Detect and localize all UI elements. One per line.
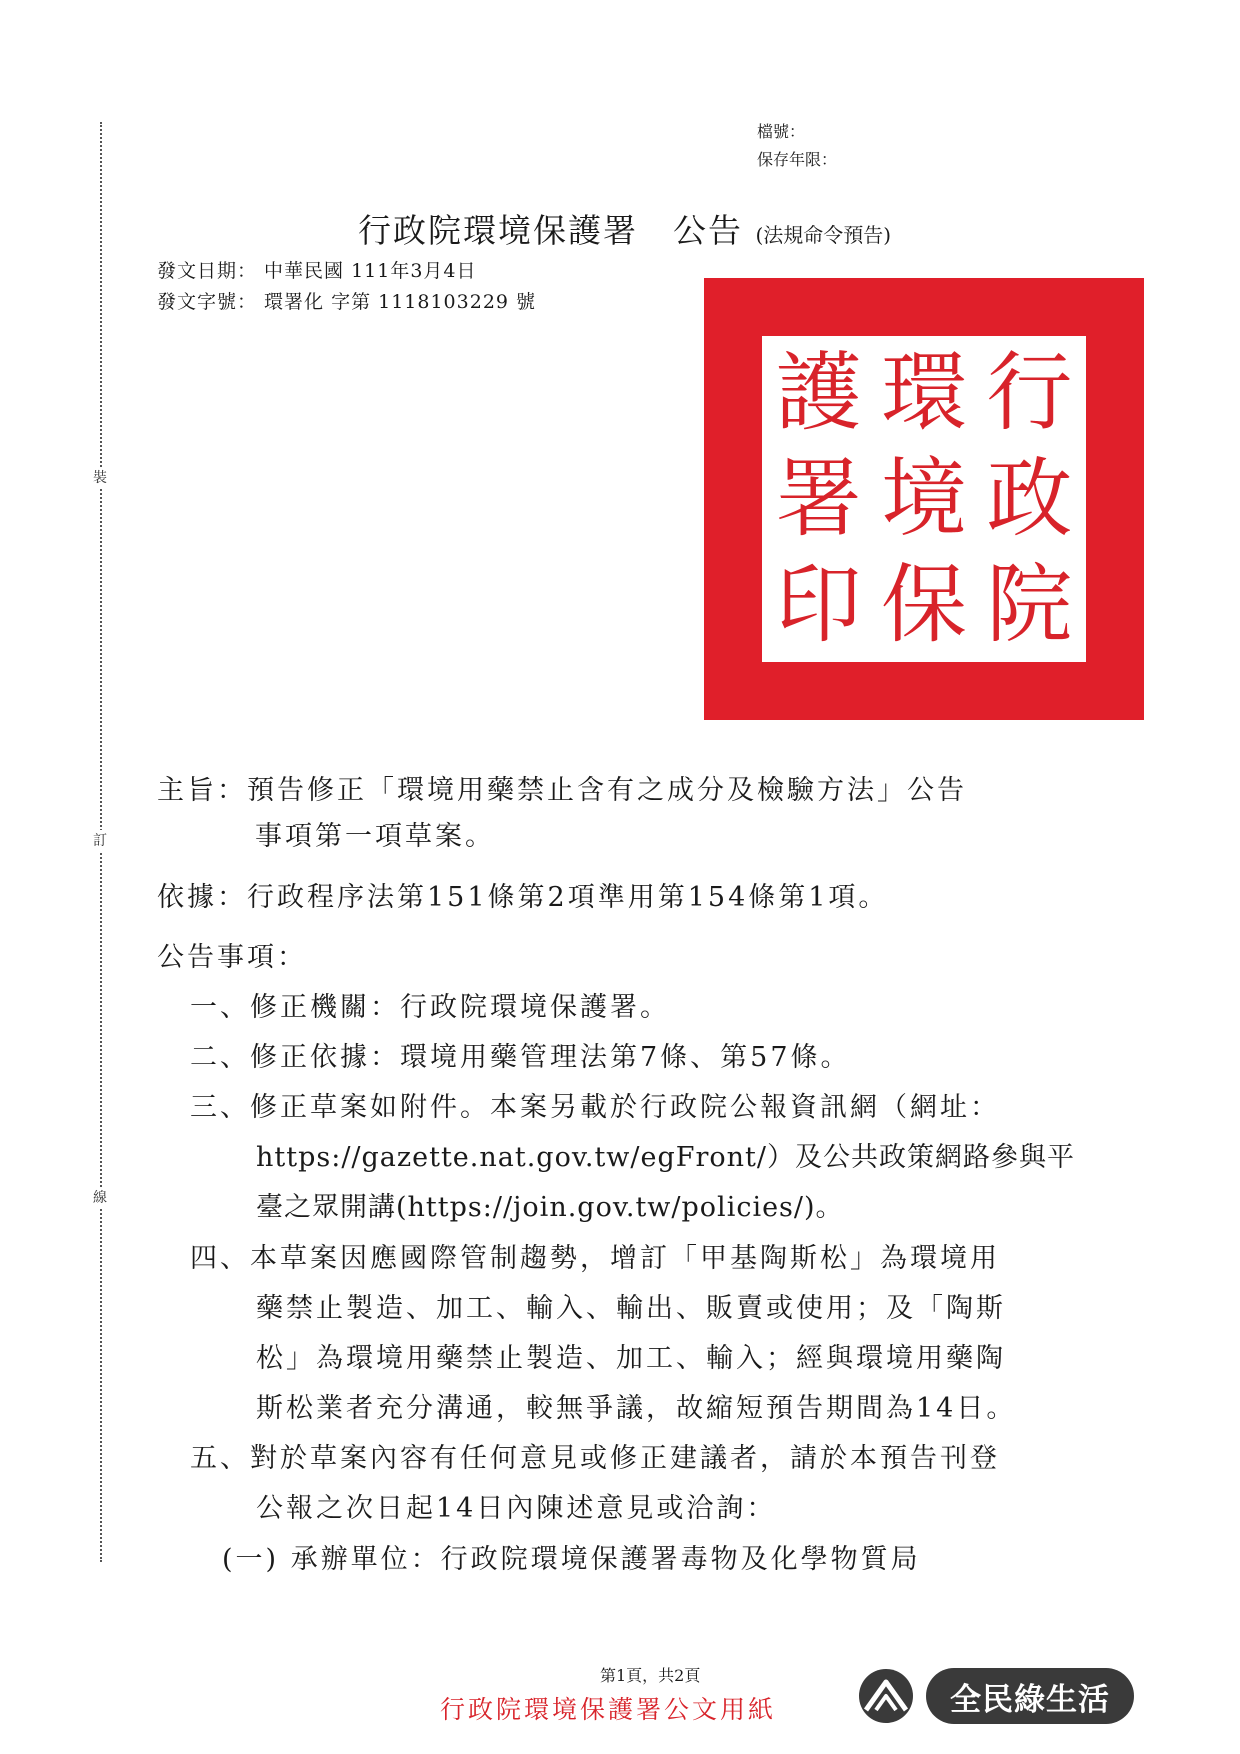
seal-char: 環 xyxy=(881,343,968,443)
document-title xyxy=(358,205,891,252)
page-number: 第1頁，共2頁 xyxy=(600,1666,701,1685)
seal-char: 境 xyxy=(881,449,968,549)
item-2: 二、修正依據：環境用藥管理法第7條、第57條。 xyxy=(190,1042,851,1073)
seal-characters xyxy=(766,340,1082,658)
item-3-line-2: https://gazette.nat.gov.tw/egFront/）及公共政策網路參與平 xyxy=(256,1142,1076,1173)
green-life-logo-icon xyxy=(858,1668,914,1724)
footer-letterhead: 行政院環境保護署公文用紙 xyxy=(440,1695,777,1724)
green-life-logo: 全民綠生活 xyxy=(926,1668,1134,1724)
file-number-label: 檔號： xyxy=(757,122,806,141)
item-4-line-4: 斯松業者充分溝通，較無爭議，故縮短預告期間為14日。 xyxy=(256,1393,1017,1424)
binding-char-xian: 線 xyxy=(93,1187,107,1209)
basis-line: 依據：行政程序法第151條第2項準用第154條第1項。 xyxy=(157,882,889,913)
seal-char: 護 xyxy=(775,343,862,443)
issue-number: 發文字號： 環署化 字第 1118103229 號 xyxy=(157,291,537,313)
seal-char: 署 xyxy=(775,449,862,549)
seal-char: 印 xyxy=(775,555,862,655)
seal-char: 院 xyxy=(986,555,1073,655)
seal-char: 政 xyxy=(986,449,1073,549)
subject-line-2: 事項第一項草案。 xyxy=(255,821,495,852)
item-4-line-2: 藥禁止製造、加工、輸入、輸出、販賣或使用；及「陶斯 xyxy=(256,1293,1006,1324)
item-3-line-3: 臺之眾開講(https://join.gov.tw/policies/)。 xyxy=(256,1192,844,1223)
item-4-line-3: 松」為環境用藥禁止製造、加工、輸入；經與環境用藥陶 xyxy=(256,1343,1006,1374)
binding-char-ding: 訂 xyxy=(93,830,107,852)
item-5-line-2: 公報之次日起14日內陳述意見或洽詢： xyxy=(256,1493,777,1524)
binding-char-zhuang: 裝 xyxy=(93,467,107,489)
title-main: 行政院環境保護署 公告 xyxy=(358,211,743,250)
title-subtitle: (法規命令預告) xyxy=(755,223,892,247)
item-4-line-1: 四、本草案因應國際管制趨勢，增訂「甲基陶斯松」為環境用 xyxy=(190,1243,1000,1274)
seal-char: 行 xyxy=(986,343,1073,443)
item-1: 一、修正機關：行政院環境保護署。 xyxy=(190,992,670,1023)
official-seal xyxy=(704,278,1144,720)
retention-period-label: 保存年限： xyxy=(757,150,838,169)
item-5-sub-1: (一) 承辦單位：行政院環境保護署毒物及化學物質局 xyxy=(222,1544,921,1575)
subject-line-1: 主旨：預告修正「環境用藥禁止含有之成分及檢驗方法」公告 xyxy=(157,775,967,806)
seal-char: 保 xyxy=(881,555,968,655)
item-3-line-1: 三、修正草案如附件。本案另載於行政院公報資訊網（網址： xyxy=(190,1092,1000,1123)
items-heading: 公告事項： xyxy=(157,942,307,973)
issue-date: 發文日期： 中華民國 111年3月4日 xyxy=(157,260,477,282)
item-5-line-1: 五、對於草案內容有任何意見或修正建議者，請於本預告刊登 xyxy=(190,1443,1000,1474)
